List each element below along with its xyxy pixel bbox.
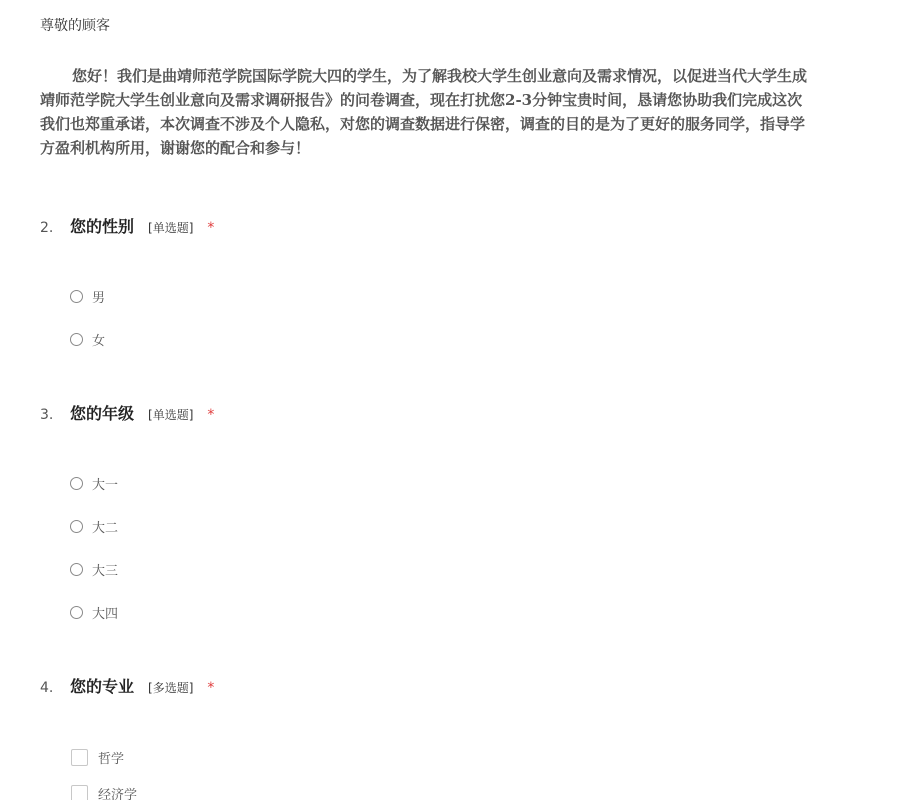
option-label: 大四: [92, 607, 119, 622]
option-philosophy[interactable]: [71, 748, 124, 767]
radio-button[interactable]: [70, 563, 83, 576]
intro-line: 我们也郑重承诺，本次调查不涉及个人隐私，对您的调查数据进行保密，调查的目的是为了更好的服务同学，指导学: [40, 115, 806, 133]
radio-button[interactable]: [70, 477, 83, 490]
question-type-tag: [多选题]: [148, 681, 194, 695]
option-label: 经济学: [98, 788, 138, 800]
option-label: 大一: [92, 478, 119, 493]
required-marker: *: [207, 220, 215, 236]
question-header: [40, 674, 214, 697]
option-sophomore[interactable]: [70, 517, 118, 536]
radio-button[interactable]: [70, 290, 83, 303]
intro-line: 靖师范学院大学生创业意向及需求调研报告》的问卷调查，现在打扰您2-3分钟宝贵时间，恳请您协助我们完成这次: [40, 91, 803, 109]
question-title: 您的专业: [70, 677, 135, 696]
option-economics[interactable]: [71, 784, 137, 800]
option-label: 男: [92, 291, 106, 306]
question-type-tag: [单选题]: [148, 408, 194, 422]
option-senior[interactable]: [70, 603, 118, 622]
question-grade: [40, 401, 214, 424]
intro-paragraph: [40, 64, 900, 160]
option-male[interactable]: [70, 287, 105, 306]
question-major: [40, 674, 214, 697]
option-label: 大二: [92, 521, 119, 536]
required-marker: *: [207, 407, 215, 423]
question-number: 2.: [40, 220, 54, 236]
intro-line: 您好！我们是曲靖师范学院国际学院大四的学生，为了解我校大学生创业意向及需求情况，以促进当代大学生成: [72, 67, 808, 85]
radio-button[interactable]: [70, 333, 83, 346]
option-junior[interactable]: [70, 560, 118, 579]
question-gender: [40, 214, 214, 237]
option-freshman[interactable]: [70, 474, 118, 493]
question-title: 您的年级: [70, 404, 135, 423]
question-header: [40, 214, 214, 237]
option-female[interactable]: [70, 330, 105, 349]
option-label: 大三: [92, 564, 119, 579]
radio-button[interactable]: [70, 606, 83, 619]
checkbox[interactable]: [71, 749, 88, 766]
option-label: 女: [92, 334, 106, 349]
question-number: 3.: [40, 407, 54, 423]
option-label: 哲学: [98, 752, 125, 767]
checkbox[interactable]: [71, 785, 88, 800]
intro-line: 方盈利机构所用，谢谢您的配合和参与！: [40, 139, 311, 157]
question-header: [40, 401, 214, 424]
question-title: 您的性别: [70, 217, 135, 236]
required-marker: *: [207, 680, 215, 696]
greeting-text: 尊敬的顾客: [40, 18, 110, 34]
question-number: 4.: [40, 680, 54, 696]
radio-button[interactable]: [70, 520, 83, 533]
question-type-tag: [单选题]: [148, 221, 194, 235]
